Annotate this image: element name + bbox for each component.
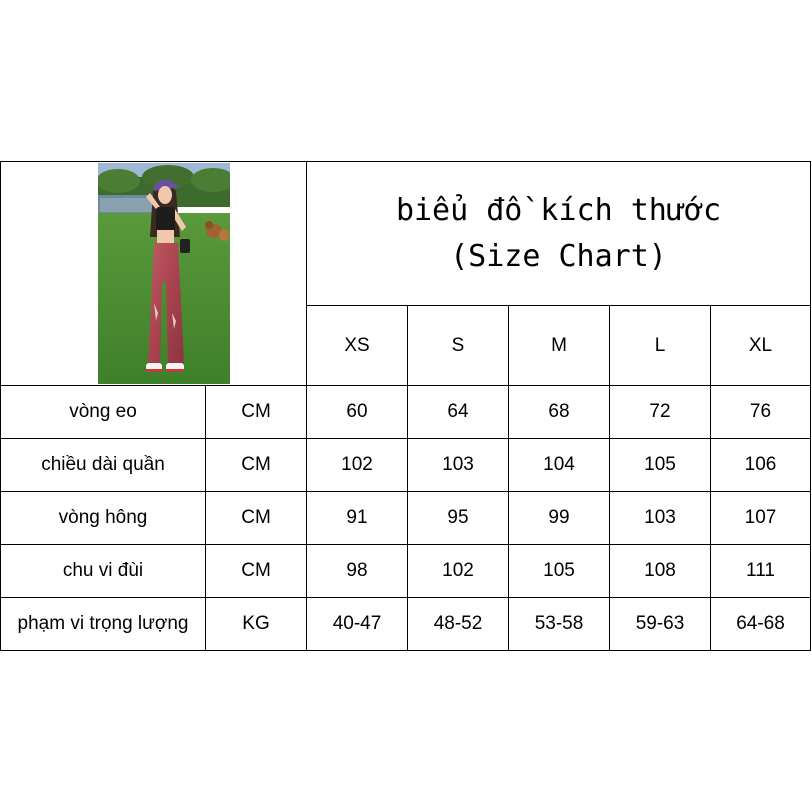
row-value: 40-47	[307, 598, 408, 651]
row-value: 106	[711, 439, 811, 492]
row-unit: KG	[206, 598, 307, 651]
row-value: 104	[509, 439, 610, 492]
row-value: 68	[509, 386, 610, 439]
row-unit: CM	[206, 492, 307, 545]
row-value: 103	[408, 439, 509, 492]
row-value: 59-63	[610, 598, 711, 651]
row-value: 53-58	[509, 598, 610, 651]
row-value: 76	[711, 386, 811, 439]
row-value: 64	[408, 386, 509, 439]
size-header-m: M	[509, 306, 610, 386]
row-value: 107	[711, 492, 811, 545]
row-value: 103	[610, 492, 711, 545]
size-chart-table	[0, 161, 811, 651]
row-unit: CM	[206, 545, 307, 598]
row-value: 98	[307, 545, 408, 598]
row-label: vòng hông	[1, 492, 206, 545]
row-value: 72	[610, 386, 711, 439]
size-header-xl: XL	[711, 306, 811, 386]
row-value: 95	[408, 492, 509, 545]
row-value: 102	[408, 545, 509, 598]
size-header-xs: XS	[307, 306, 408, 386]
chart-title-vi: biểu đồ kích thước	[395, 192, 722, 228]
product-photo-cell	[1, 162, 307, 386]
product-photo	[98, 163, 230, 384]
chart-title-en: (Size Chart)	[450, 238, 667, 274]
row-value: 48-52	[408, 598, 509, 651]
size-header-s: S	[408, 306, 509, 386]
row-label: phạm vi trọng lượng	[1, 598, 206, 651]
row-value: 105	[509, 545, 610, 598]
row-value: 60	[307, 386, 408, 439]
row-value: 99	[509, 492, 610, 545]
chart-title	[307, 162, 811, 306]
row-label: vòng eo	[1, 386, 206, 439]
row-label: chu vi đùi	[1, 545, 206, 598]
row-unit: CM	[206, 386, 307, 439]
row-value: 91	[307, 492, 408, 545]
size-header-l: L	[610, 306, 711, 386]
row-value: 108	[610, 545, 711, 598]
row-value: 105	[610, 439, 711, 492]
row-value: 64-68	[711, 598, 811, 651]
row-value: 102	[307, 439, 408, 492]
row-value: 111	[711, 545, 811, 598]
row-unit: CM	[206, 439, 307, 492]
row-label: chiều dài quần	[1, 439, 206, 492]
